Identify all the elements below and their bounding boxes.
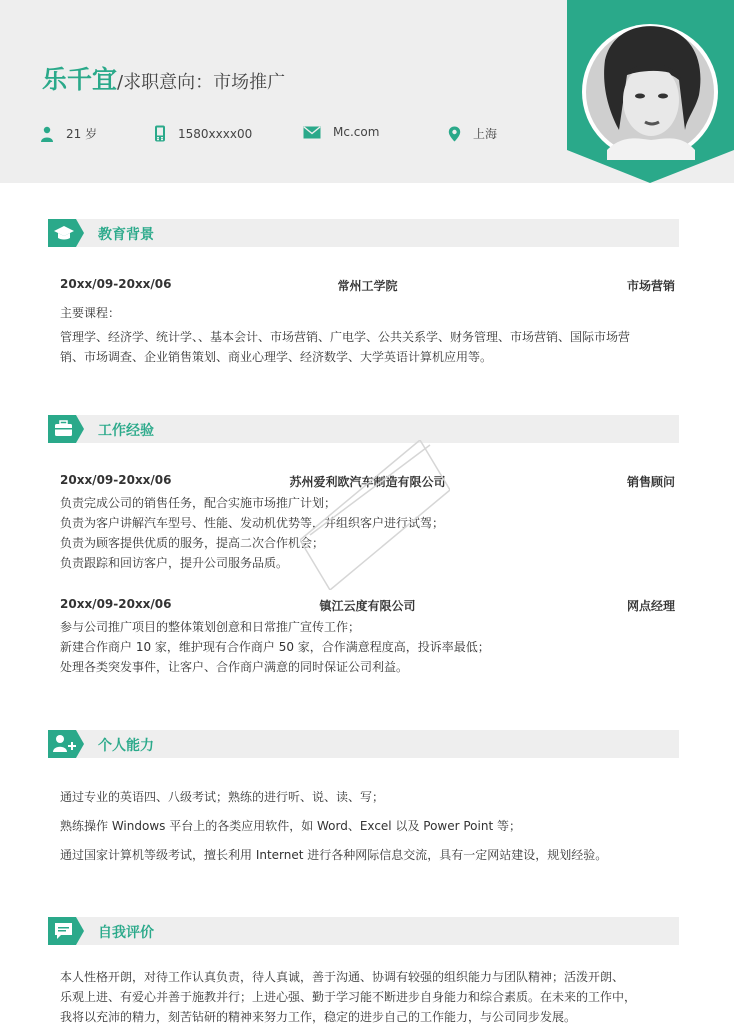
school-name: 常州工学院 bbox=[337, 279, 398, 293]
age-info bbox=[40, 125, 97, 142]
briefcase-icon bbox=[48, 415, 88, 443]
self-line: 我将以充沛的精力，刻苦钻研的精神来努力工作，稳定的进步自己的工作能力，与公司同步发展。 bbox=[60, 1010, 577, 1024]
ability-block bbox=[60, 787, 675, 874]
location-text: 上海 bbox=[473, 127, 498, 141]
photo-ribbon bbox=[567, 0, 734, 183]
job-duty: 处理各类突发事件，让客户、合作商户满意的同时保证公司利益。 bbox=[60, 660, 409, 674]
job-date: 20xx/09-20xx/06 bbox=[60, 597, 172, 611]
self-line: 本人性格开朗，对待工作认真负责，待人真诚，善于沟通、协调有较强的组织能力与团队精神；活泼开朗、 bbox=[60, 970, 625, 984]
section-ability bbox=[48, 730, 679, 758]
speech-bubble-icon bbox=[48, 917, 88, 945]
courses-line: 管理学、经济学、统计学、、基本会计、市场营销、广电学、公共关系学、财务管理、市场营销、国际市场营 bbox=[60, 330, 631, 344]
job-role: 网点经理 bbox=[626, 599, 675, 613]
job-duty: 负责跟踪和回访客户，提升公司服务品质。 bbox=[60, 556, 289, 570]
ability-line: 通过国家计算机等级考试，擅长利用 Internet 进行各种网际信息交流，具有一定网站建设，规划经验。 bbox=[60, 848, 608, 862]
education-date: 20xx/09-20xx/06 bbox=[60, 277, 172, 291]
ability-line: 通过专业的英语四、八级考试；熟练的进行听、说、读、写； bbox=[60, 790, 385, 804]
location-pin-icon bbox=[448, 126, 461, 142]
section-self-evaluation bbox=[48, 917, 679, 945]
major: 市场营销 bbox=[626, 279, 675, 293]
job-role: 销售顾问 bbox=[626, 475, 675, 489]
job-description bbox=[60, 617, 675, 677]
section-education bbox=[48, 219, 679, 247]
user-plus-icon bbox=[48, 730, 88, 758]
job-duty: 新建合作商户 10 家，维护现有合作商户 50 家，合作满意程度高，投诉率最低； bbox=[60, 640, 490, 654]
section-title: 个人能力 bbox=[98, 738, 154, 754]
person-icon bbox=[40, 126, 54, 142]
phone-text: 1580xxxx00 bbox=[178, 126, 253, 141]
job-description bbox=[60, 493, 675, 573]
self-evaluation-block bbox=[60, 967, 675, 1024]
job-intent: /求职意向：市场推广 bbox=[117, 72, 286, 93]
section-title: 教育背景 bbox=[98, 227, 154, 243]
courses-block bbox=[60, 303, 675, 367]
mail-icon bbox=[303, 126, 321, 139]
ability-line: 熟练操作 Windows 平台上的各类应用软件，如 Word、Excel 以及 Power Point 等； bbox=[60, 819, 521, 833]
section-work bbox=[48, 415, 679, 443]
company-name: 镇江云度有限公司 bbox=[319, 599, 416, 613]
job-duty: 负责为客户讲解汽车型号、性能、发动机优势等，并组织客户进行试驾； bbox=[60, 516, 445, 530]
email-text: Mc.com bbox=[333, 125, 380, 139]
phone-icon bbox=[154, 125, 166, 142]
age-text: 21 岁 bbox=[66, 127, 98, 141]
location-info bbox=[448, 125, 497, 142]
education-row bbox=[60, 277, 675, 295]
phone-info bbox=[154, 125, 252, 142]
graduation-cap-icon bbox=[48, 219, 88, 247]
email-info bbox=[303, 125, 379, 139]
name-title-line bbox=[42, 60, 285, 96]
section-title: 自我评价 bbox=[98, 925, 154, 941]
job-row bbox=[60, 473, 675, 491]
job-row bbox=[60, 597, 675, 615]
section-title: 工作经验 bbox=[98, 423, 154, 439]
job-duty: 负责完成公司的销售任务，配合实施市场推广计划； bbox=[60, 496, 337, 510]
candidate-name: 乐千宜 bbox=[42, 65, 118, 94]
job-duty: 参与公司推广项目的整体策划创意和日常推广宣传工作； bbox=[60, 620, 361, 634]
company-name: 苏州爱利欧汽车制造有限公司 bbox=[289, 475, 446, 489]
courses-label: 主要课程： bbox=[60, 306, 121, 320]
job-date: 20xx/09-20xx/06 bbox=[60, 473, 172, 487]
job-duty: 负责为顾客提供优质的服务，提高二次合作机会； bbox=[60, 536, 325, 550]
courses-line: 销、市场调查、企业销售策划、商业心理学、经济数学、大学英语计算机应用等。 bbox=[60, 350, 493, 364]
self-line: 乐观上进、有爱心并善于施教并行；上进心强、勤于学习能不断进步自身能力和综合素质。在未来的工作中， bbox=[60, 990, 637, 1004]
